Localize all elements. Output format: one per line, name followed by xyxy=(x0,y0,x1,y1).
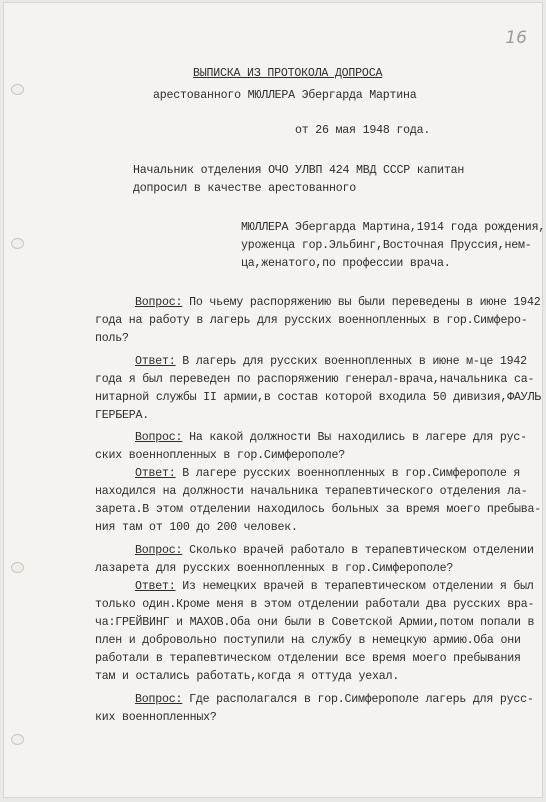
document-subtitle: арестованного МЮЛЛЕРА Эбергарда Мартина xyxy=(153,89,417,102)
qa-line: находился на должности начальника терапевтического отделения ла- xyxy=(95,485,528,498)
page-number: 16 xyxy=(505,28,527,48)
qa-first-line xyxy=(135,465,520,483)
qa-text: По чьему распоряжению вы были переведены в июне 1942 xyxy=(182,296,541,309)
document-date: от 26 мая 1948 года. xyxy=(295,124,431,137)
qa-label: Ответ: xyxy=(135,467,176,480)
qa-line: лазарета для русских военнопленных в гор.Симферополе? xyxy=(95,562,454,575)
qa-text: Сколько врачей работало в терапевтическом отделении xyxy=(182,544,534,557)
qa-label: Вопрос: xyxy=(135,296,183,309)
qa-line: там и остались работать,когда я оттуда уехал. xyxy=(95,670,400,683)
document-page xyxy=(3,2,546,798)
qa-first-line xyxy=(135,294,540,312)
qa-text: Где располагался в гор.Симферополе лагерь для русс- xyxy=(182,693,534,706)
punch-hole-mark xyxy=(11,238,24,249)
qa-first-line xyxy=(135,429,527,447)
qa-label: Ответ: xyxy=(135,580,176,593)
document-title: ВЫПИСКА ИЗ ПРОТОКОЛА ДОПРОСА xyxy=(193,67,383,80)
qa-line: плен и добровольно поступили на службу в немецкую армию.Оба они xyxy=(95,634,521,647)
punch-hole-mark xyxy=(11,84,24,95)
qa-line: только один.Кроме меня в этом отделении работали два русских вра- xyxy=(95,598,535,611)
qa-line: года я был переведен по распоряжению генерал-врача,начальника са- xyxy=(95,373,535,386)
qa-text: В лагерь для русских военнопленных в июне м-це 1942 xyxy=(175,355,527,368)
qa-line: ГЕРБЕРА. xyxy=(95,409,150,422)
punch-hole-mark xyxy=(11,734,24,745)
qa-line: поль? xyxy=(95,332,129,345)
qa-first-line xyxy=(135,542,534,560)
intro-line: допросил в качестве арестованного xyxy=(133,182,356,195)
qa-line: года на работу в лагерь для русских военнопленных в гор.Симферо- xyxy=(95,314,528,327)
qa-label: Вопрос: xyxy=(135,431,183,444)
subject-line: ца,женатого,по профессии врача. xyxy=(241,257,451,270)
qa-line: работали в терапевтическом отделении все время моего пребывания xyxy=(95,652,521,665)
qa-line: ния там от 100 до 200 человек. xyxy=(95,521,298,534)
qa-text: В лагере русских военнопленных в гор.Симферополе я xyxy=(175,467,521,480)
qa-line: нитарной службы II армии,в состав которой входила 50 дивизия,ФАУЛЬ xyxy=(95,391,541,404)
qa-first-line xyxy=(135,578,534,596)
subject-line: уроженца гор.Эльбинг,Восточная Пруссия,нем- xyxy=(241,239,532,252)
qa-label: Вопрос: xyxy=(135,544,183,557)
qa-line: ча:ГРЕЙВИНГ и МАХОВ.Оба они были в Советской Армии,потом попали в xyxy=(95,616,535,629)
qa-line: ких военнопленных? xyxy=(95,711,217,724)
qa-label: Ответ: xyxy=(135,355,176,368)
qa-first-line xyxy=(135,353,527,371)
punch-hole-mark xyxy=(11,562,24,573)
subject-line: МЮЛЛЕРА Эбергарда Мартина,1914 года рождения, xyxy=(241,221,546,234)
intro-line: Начальник отделения ОЧО УЛВП 424 МВД СССР капитан xyxy=(133,164,465,177)
qa-line: зарета.В этом отделении находилось больных за время моего пребыва- xyxy=(95,503,541,516)
qa-line: ских военнопленных в гор.Симферополе? xyxy=(95,449,346,462)
qa-first-line xyxy=(135,691,534,709)
qa-label: Вопрос: xyxy=(135,693,183,706)
qa-text: Из немецких врачей в терапевтическом отделении я был xyxy=(175,580,534,593)
qa-text: На какой должности Вы находились в лагере для рус- xyxy=(182,431,527,444)
